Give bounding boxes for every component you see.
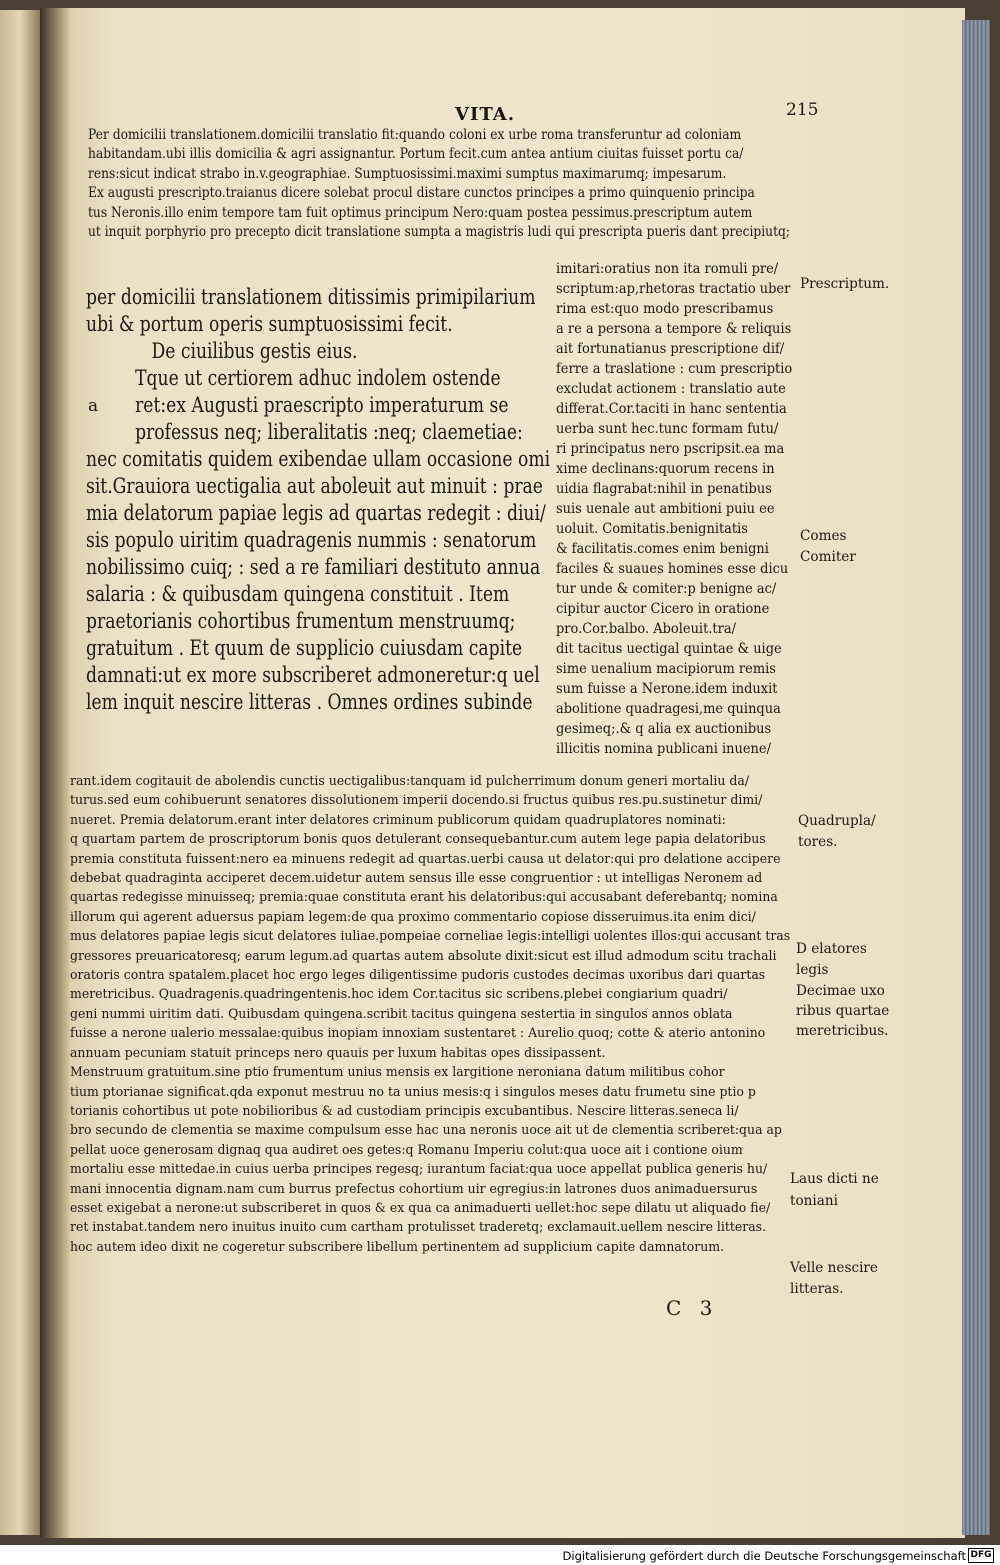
commentary-line: rima est:quo modo prescribamus — [556, 301, 774, 317]
main-line: gratuitum . Et quum de supplicio cuiusdam capite — [86, 636, 523, 660]
commentary-line: quartas redegisse minuisseq; premia:quae constituta erant his delatoribus:qui accusabant deferebantq; nomina — [70, 890, 778, 906]
commentary-line: scriptum:ap,rhetoras tractatio uber — [556, 281, 791, 297]
folio-number: 215 — [786, 100, 819, 120]
commentary-line: illicitis nomina publicani inuene/ — [556, 741, 771, 757]
commentary-line: bro secundo de clementia se maxime compulsum esse hac una neronis uoce ait ut de clementia scriberet:qua ap — [70, 1123, 782, 1139]
main-line: sit.Grauiora uectigalia aut aboleuit aut minuit : prae — [86, 474, 543, 498]
commentary-line: gressores preuaricatoresq; earum legum.ad quartas autem absolute dixit:sicut est illud admodum scitu trachali — [70, 948, 777, 964]
facing-page-edge — [0, 10, 40, 1535]
commentary-line: ut inquit porphyrio pro precepto dicit translatione sumpta a magistris ludi qui prescripta pueris dant precipiutq; — [88, 224, 791, 241]
commentary-line: ri principatus nero pscripsit.ea ma — [556, 441, 785, 457]
commentary-line: ait fortunatianus prescriptione dif/ — [556, 341, 785, 357]
initial-guide-letter: a — [88, 396, 99, 416]
commentary-line: differat.Cor.taciti in hanc sententia — [556, 401, 787, 417]
dfg-logo-icon: DFG — [968, 1548, 994, 1563]
commentary-line: ret instabat.tandem nero inuitus inuito cum cartham protulisset traderetq; exclamauit.uellem nescire litteras. — [70, 1220, 767, 1236]
commentary-line: premia constituta fuissent:nero ea minuens redegit ad quartas.uerbi causa ut delator:qui pro delatione accipere — [70, 851, 781, 867]
main-line: damnati:ut ex more subscriberet admoneretur:q uel — [86, 663, 540, 687]
main-line: mia delatorum papiae legis ad quartas redegit : diui/ — [86, 501, 546, 525]
main-line: nec comitatis quidem exibendae ullam occasione omi — [86, 447, 551, 471]
commentary-line: Menstruum gratuitum.sine ptio frumentum unius mensis ex largitione neroniana datum militibus cohor — [70, 1065, 725, 1081]
commentary-line: a re a persona a tempore & reliquis — [556, 321, 792, 337]
marginal-note-laus-cont: toniani — [790, 1193, 838, 1209]
commentary-line: oratoris contra spatalem.placet hoc ergo leges diligentissime pudoris custodes decimas uxoribus dari quartas — [70, 968, 766, 984]
commentary-line: turus.sed eum cohibuerunt senatores dissolutionem imperii docendo.si fructus quibus res.pu.sustinetur dimi/ — [70, 793, 763, 809]
commentary-line: gesimeq;.& q alia ex auctionibus — [556, 721, 772, 737]
marginal-note-prescriptum: Prescriptum. — [800, 276, 890, 292]
marginal-note-delatores-cont: legis — [796, 962, 829, 978]
commentary-line: sum fuisse a Nerone.idem induxit — [556, 681, 778, 697]
commentary-line: cipitur auctor Cicero in oratione — [556, 601, 770, 617]
main-line: ret:ex Augusti praescripto imperaturum se — [135, 393, 509, 417]
commentary-line: uerba sunt hec.tunc formam futu/ — [556, 421, 779, 437]
commentary-line: torianis cohortibus ut pote nobilioribus & ad custodiam principis excubantibus. Nescire litteras.seneca li/ — [70, 1103, 739, 1119]
main-line: lem inquit nescire litteras . Omnes ordines subinde — [86, 690, 533, 714]
commentary-line: uidia flagrabat:nihil in penatibus — [556, 481, 772, 497]
marginal-note-decimae-cont: ribus quartae — [796, 1003, 890, 1019]
commentary-line: q quartam partem de proscriptorum bonis quos detulerant consequebantur.cum autem lege papia delatoribus — [70, 832, 766, 848]
marginal-note-quadrupla: Quadrupla/ — [798, 813, 876, 829]
book-gutter — [40, 8, 70, 1538]
main-line: sis populo uiritim quadragenis nummis : senatorum — [86, 528, 537, 552]
section-heading: De ciuilibus gestis eius. — [151, 339, 358, 363]
main-line: ubi & portum operis sumptuosissimi fecit. — [86, 312, 453, 336]
commentary-line: mortaliu esse mittedae.in cuius uerba principes regesq; iurantum faciat:qua uoce appellat publica generis hu/ — [70, 1162, 768, 1178]
commentary-line: meretricibus. Quadragenis.quadringentenis.hoc idem Cor.tacitus sic scribens.plebei congiarium quadri/ — [70, 987, 728, 1003]
commentary-line: geni nummi uiritim dati. Quibusdam quingena.scribit tacitus quingena sestertia in singulos annos oblata — [70, 1006, 733, 1022]
marginal-note-velle-cont: litteras. — [790, 1281, 844, 1297]
marginal-note-delatores: D elatores — [796, 941, 867, 957]
commentary-line: mus delatores papiae legis sicut delatores iuliae.pompeiae corneliae legis:intelligi uolentes illos:qui accusant tras — [70, 929, 791, 945]
marginal-note-comes: Comes — [800, 528, 847, 544]
commentary-line: pellat uoce generosam dignaq qua audiret oes getes:q Romanu Imperiu colut:qua uoce ait i contione oium — [70, 1142, 743, 1158]
commentary-line: debebat quadraginta acciperet decem.uidetur autem sensus ille esse congruentior : ut intelligas Neronem ad — [70, 871, 763, 887]
commentary-line: habitandam.ubi illis domicilia & agri assignantur. Portum fecit.cum antea antium ciuitas fuisset portu ca/ — [88, 146, 744, 163]
commentary-bottom — [70, 772, 821, 1257]
marginal-note-decimae: Decimae uxo — [796, 983, 885, 999]
main-line: praetorianis cohortibus frumentum menstruumq; — [86, 609, 516, 633]
commentary-line: Per domicilii translationem.domicilii translatio fit:quando coloni ex urbe roma transferuntur ad coloniam — [88, 127, 742, 143]
marginal-note-velle: Velle nescire — [790, 1260, 878, 1276]
commentary-line: esset exigebat a nerone:ut subscriberet in quos & ex qua ca animaduerti uellet:hoc sepe dilatu ut aliquado fie/ — [70, 1200, 771, 1216]
running-head: VITA. — [455, 104, 516, 125]
commentary-line: faciles & suaues homines esse dicu — [556, 561, 789, 577]
commentary-line: nueret. Premia delatorum.erant inter delatores criminum publicorum quidam quadruplatores nominati: — [70, 812, 726, 828]
commentary-right — [556, 259, 803, 759]
commentary-line: hoc autem ideo dixit ne cogeretur subscribere libellum pertinentem ad supplicium capite damnatorum. — [70, 1239, 725, 1255]
commentary-top — [88, 126, 865, 242]
marginal-note-decimae-end: meretricibus. — [796, 1023, 889, 1039]
commentary-line: xime declinans:quorum recens in — [556, 461, 775, 477]
commentary-line: tium ptorianae significat.qda exponut mestruu no ta unius mesis:q i singulos meses datu frumetu sine ptio p — [70, 1084, 756, 1100]
commentary-line: fuisse a nerone ualerio messalae:quibus inopiam innoxiam sustentaret : Aurelio quoq; cotte & aterio antonino — [70, 1026, 766, 1042]
commentary-line: tus Neronis.illo enim tempore tam fuit optimus principum Nero:quam postea pessimus.prescriptum autem — [88, 204, 753, 221]
marginal-note-laus: Laus dicti ne — [790, 1171, 879, 1187]
main-line: professus neq; liberalitatis :neq; claemetiae: — [135, 420, 523, 444]
commentary-line: imitari:oratius non ita romuli pre/ — [556, 261, 779, 277]
commentary-line: mani innocentia dignam.nam cum burrus prefectus cohortium uir egregius:in latrones duos animaduersurus — [70, 1181, 758, 1197]
commentary-line: rens:sicut indicat strabo in.v.geographiae. Sumptuosissimi.maximi sumptus maximarumq; impesarum. — [88, 165, 727, 182]
main-line: salaria : & quibusdam quingena constituit . Item — [86, 582, 510, 606]
commentary-line: annuam pecuniam statuit princeps nero quauis per luxum habitas opes dissipassent. — [70, 1045, 606, 1061]
marginal-note-quadrupla-cont: tores. — [798, 834, 838, 850]
page-fore-edge — [962, 20, 990, 1535]
commentary-line: & facilitatis.comes enim benigni — [556, 541, 769, 557]
commentary-line: dit tacitus uectigal quintae & uige — [556, 641, 782, 657]
footer-credit: Digitalisierung gefördert durch die Deutsche Forschungsgemeinschaft — [562, 1549, 966, 1563]
commentary-line: uoluit. Comitatis.benignitatis — [556, 521, 748, 537]
commentary-line: illorum qui agerent aduersus papiam legem:de qua proximo commentario copiose disseruimus.ita enim dici/ — [70, 909, 756, 925]
commentary-line: suis uenale aut ambitioni puiu ee — [556, 501, 775, 517]
commentary-line: pro.Cor.balbo. Aboleuit.tra/ — [556, 621, 736, 637]
main-line: Tque ut certiorem adhuc indolem ostende — [135, 366, 501, 390]
commentary-line: excludat actionem : translatio aute — [556, 381, 786, 397]
commentary-line: tur unde & comiter:p benigne ac/ — [556, 581, 777, 597]
main-line: per domicilii translationem ditissimis primipilarium — [86, 285, 536, 309]
signature-mark: C 3 — [666, 1296, 719, 1320]
commentary-line: abolitione quadragesi,me quinqua — [556, 701, 781, 717]
marginal-note-comiter: Comiter — [800, 549, 856, 565]
commentary-line: sime uenalium macipiorum remis — [556, 661, 776, 677]
commentary-line: ferre a traslatione : cum prescriptio — [556, 361, 793, 377]
commentary-line: Ex augusti prescripto.traianus dicere solebat procul distare cunctos principes a primo quinquenio principa — [88, 185, 755, 202]
commentary-line: rant.idem cogitauit de abolendis cunctis uectigalibus:tanquam id pulcherrimum donum generi mortaliu da/ — [70, 774, 750, 789]
main-line: nobilissimo cuiq; : sed a re familiari destituto annua — [86, 555, 541, 579]
